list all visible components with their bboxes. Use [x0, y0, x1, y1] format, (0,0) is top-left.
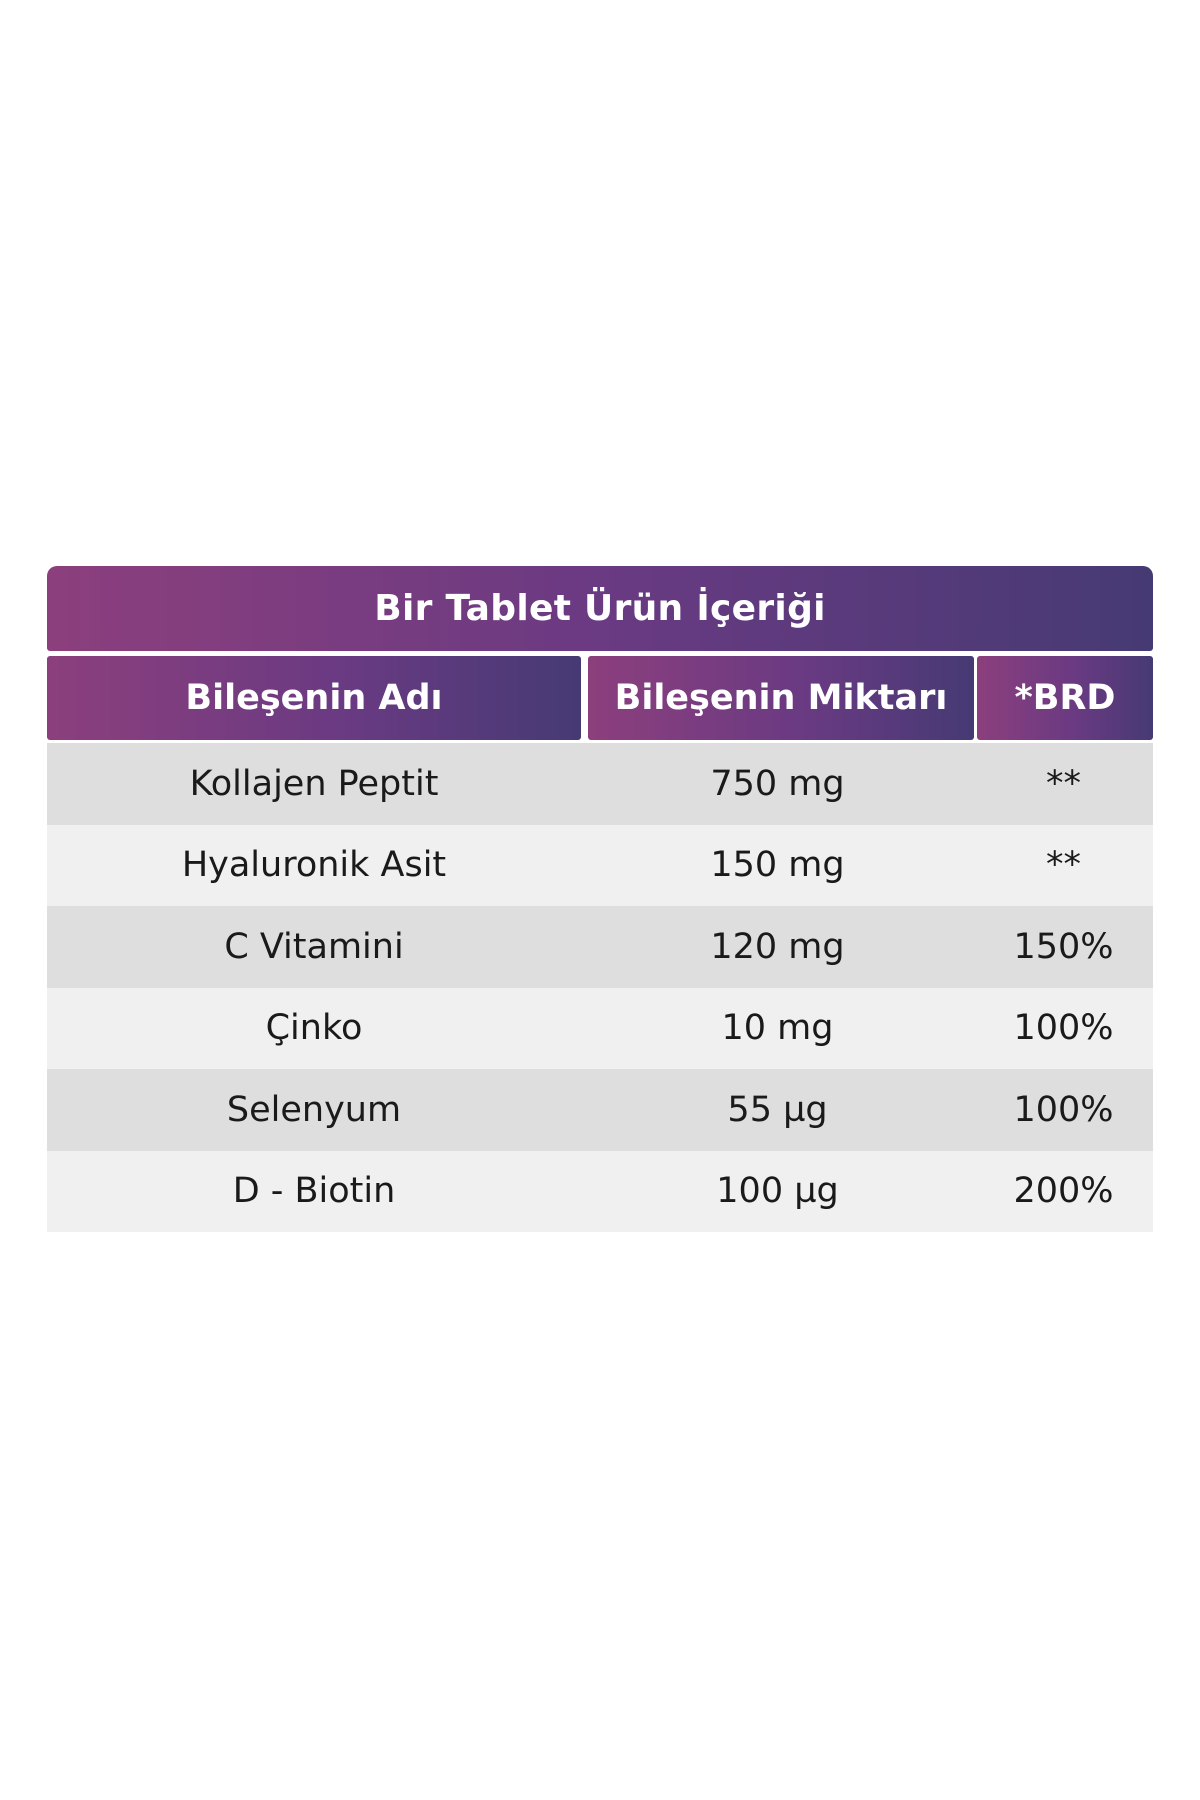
cell-brd: ** [1046, 763, 1081, 804]
nutrition-table [47, 566, 1153, 1232]
header-ingredient-name: Bileşenin Adı [47, 656, 581, 740]
cell-ingredient-name: Kollajen Peptit [189, 763, 439, 804]
cell-brd: 150% [1013, 926, 1114, 967]
header-brd: *BRD [977, 656, 1153, 740]
table-row [47, 1151, 1153, 1233]
table-body [47, 743, 1153, 1232]
table-header-row [47, 656, 1153, 740]
cell-brd: 200% [1013, 1171, 1114, 1212]
cell-ingredient-amount: 100 µg [716, 1171, 839, 1212]
cell-ingredient-name: Hyaluronik Asit [181, 845, 447, 886]
cell-ingredient-name: Selenyum [226, 1089, 402, 1130]
table-row [47, 743, 1153, 825]
table-title: Bir Tablet Ürün İçeriği [47, 566, 1153, 651]
cell-ingredient-amount: 10 mg [721, 1008, 834, 1049]
cell-brd: 100% [1013, 1008, 1114, 1049]
table-row [47, 825, 1153, 907]
cell-ingredient-name: C Vitamini [224, 926, 404, 967]
header-ingredient-amount: Bileşenin Miktarı [588, 656, 974, 740]
cell-ingredient-amount: 750 mg [710, 763, 845, 804]
cell-brd: 100% [1013, 1089, 1114, 1130]
cell-ingredient-amount: 55 µg [727, 1089, 828, 1130]
cell-ingredient-amount: 150 mg [710, 845, 845, 886]
cell-ingredient-amount: 120 mg [710, 926, 845, 967]
table-row [47, 988, 1153, 1070]
cell-ingredient-name: D - Biotin [232, 1171, 396, 1212]
table-row [47, 1069, 1153, 1151]
table-row [47, 906, 1153, 988]
cell-ingredient-name: Çinko [265, 1008, 363, 1049]
cell-brd: ** [1046, 845, 1081, 886]
